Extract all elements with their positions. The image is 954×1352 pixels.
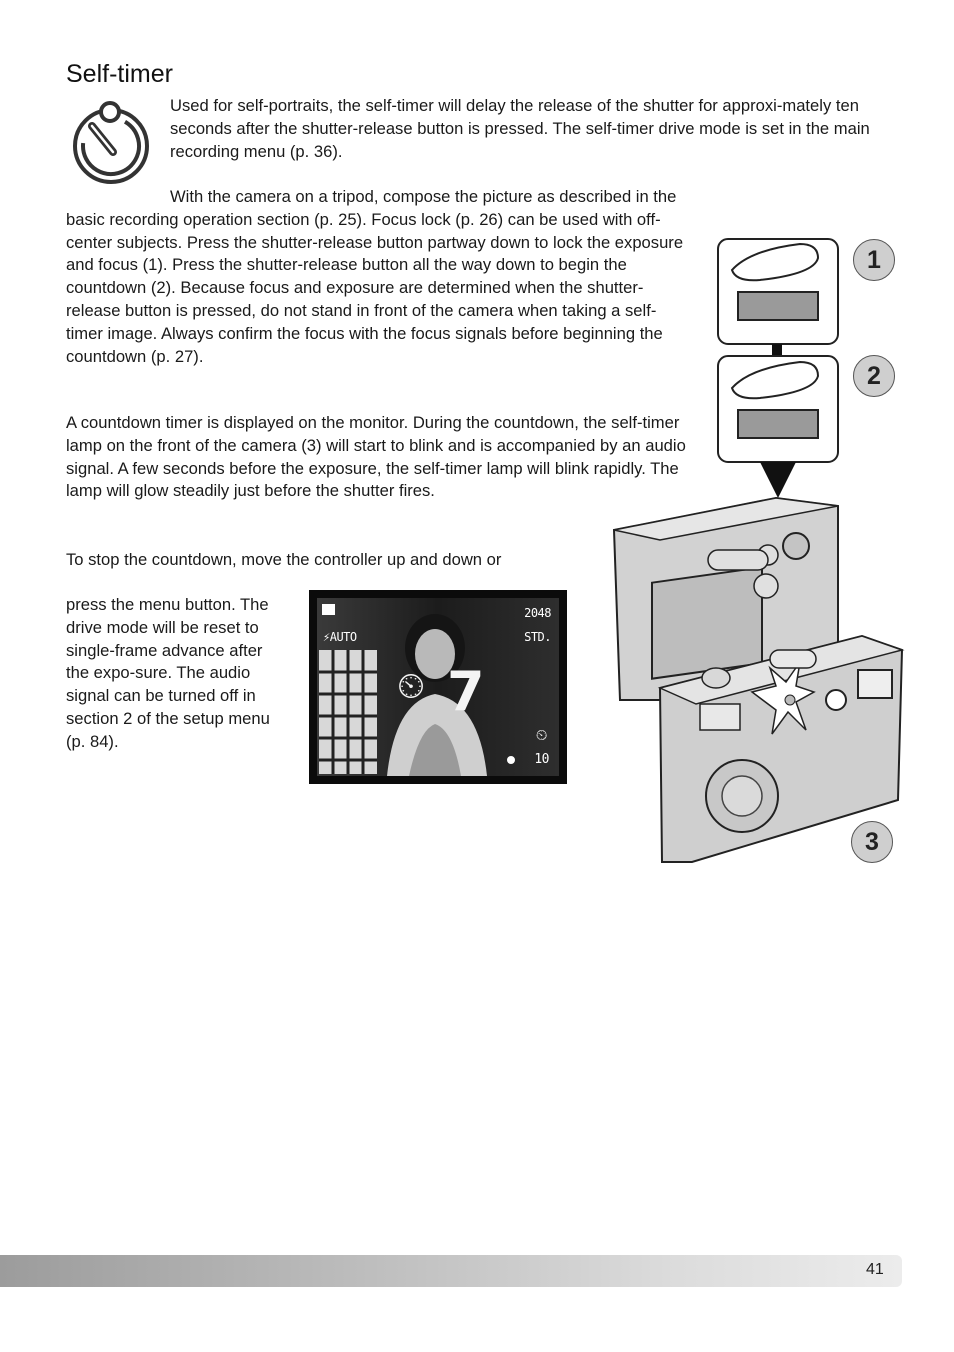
self-timer-countdown-icon: ⏲ [397, 666, 425, 707]
procedure-paragraph: With the camera on a tripod, compose the picture as described in the basic recording operation section (p. 25). Focus lock (p. 26) can be used with off-center subjects. Press the shutter-release button partway down to lock the exposure and focus (1). Press the shutter-release button all the way down to begin the countdown (2). Because focus and exposure are determined when the shutter-release button is pressed, do not stand in front of the camera when taking a self-timer image. Always confirm the focus with the focus signals before beginning the countdown (p. 27). [66, 187, 684, 366]
countdown-value: 7 [447, 660, 485, 723]
monitor-display-image [309, 590, 567, 784]
intro-paragraph: Used for self-portraits, the self-timer will delay the release of the shutter for approxi-mately ten seconds after the shutter-release button is pressed. The self-timer drive mode is set in the main recording menu (p. 36). [170, 96, 870, 161]
callout-2: 2 [853, 355, 895, 397]
callout-3: 3 [851, 821, 893, 863]
footer-bar [0, 1255, 902, 1287]
flash-mode-indicator [323, 630, 357, 644]
image-size-readout: 2048 [524, 606, 551, 620]
camera-illustration [600, 230, 910, 870]
flash-mode-label: AUTO [329, 630, 357, 644]
page-title: Self-timer [66, 60, 173, 88]
image-quality-readout: STD. [524, 630, 551, 644]
callout-1: 1 [853, 239, 895, 281]
stop-paragraph-rest: press the menu button. The drive mode will be reset to single-frame advance after the expo-sure. The audio signal can be turned off in section 2 of the setup menu (p. 84). [66, 595, 270, 751]
frames-remaining-counter: 10 [534, 752, 549, 767]
countdown-paragraph: A countdown timer is displayed on the monitor. During the countdown, the self-timer lamp on the front of the camera (3) will start to blink and is accompanied by an audio signal. A few seconds before the exposure, the self-timer lamp will blink rapidly. The lamp will glow steadily just before the shutter fires. [66, 413, 686, 501]
page-number: 41 [866, 1261, 884, 1278]
stop-paragraph-line1: To stop the countdown, move the controller up and down or [66, 550, 502, 569]
flash-icon: ⚡ [323, 630, 330, 644]
self-timer-icon [68, 100, 154, 186]
drive-mode-self-timer-icon: ⏲ [535, 726, 547, 744]
camera-mode-icon [322, 604, 335, 615]
